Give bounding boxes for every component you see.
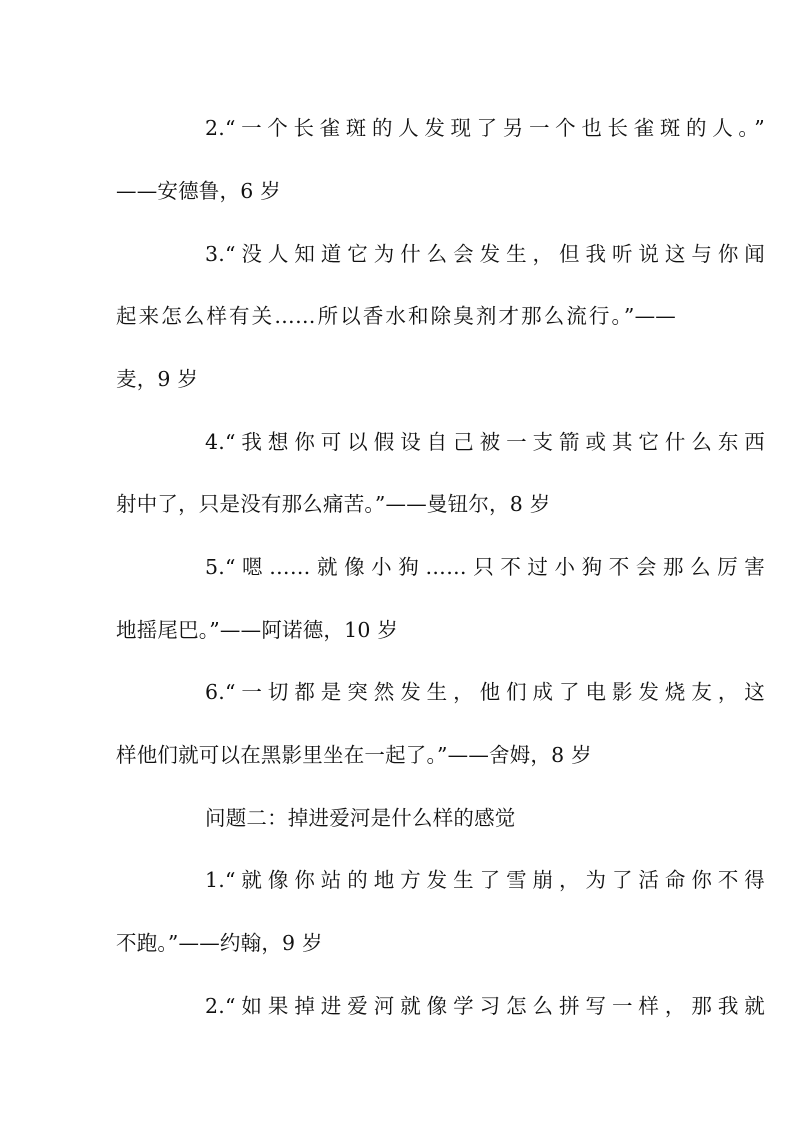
paragraph-line: 6.“一切都是突然发生，他们成了电影发烧友，这 xyxy=(205,680,765,704)
paragraph-line: 2.“一个长雀斑的人发现了另一个也长雀斑的人。” xyxy=(205,116,765,140)
paragraph-line: 不跑。”——约翰，9 岁 xyxy=(116,931,323,955)
paragraph-line: 麦，9 岁 xyxy=(116,367,199,391)
paragraph-line: ——安德鲁，6 岁 xyxy=(116,179,281,203)
paragraph-line: 地摇尾巴。”——阿诺德，10 岁 xyxy=(116,618,399,642)
paragraph-line: 射中了，只是没有那么痛苦。”——曼钮尔，8 岁 xyxy=(116,492,551,516)
paragraph-line: 3.“没人知道它为什么会发生，但我听说这与你闻 xyxy=(205,242,765,266)
paragraph-line: 5.“嗯……就像小狗……只不过小狗不会那么厉害 xyxy=(205,555,765,579)
paragraph-line: 1.“就像你站的地方发生了雪崩，为了活命你不得 xyxy=(205,868,765,892)
paragraph-line: 样他们就可以在黑影里坐在一起了。”——舍姆，8 岁 xyxy=(116,743,592,767)
paragraph-line: 2.“如果掉进爱河就像学习怎么拼写一样，那我就 xyxy=(205,994,765,1018)
paragraph-line: 4.“我想你可以假设自己被一支箭或其它什么东西 xyxy=(205,430,765,454)
section-heading: 问题二：掉进爱河是什么样的感觉 xyxy=(205,806,516,830)
paragraph-line: 起来怎么样有关……所以香水和除臭剂才那么流行。”—— xyxy=(116,304,676,328)
